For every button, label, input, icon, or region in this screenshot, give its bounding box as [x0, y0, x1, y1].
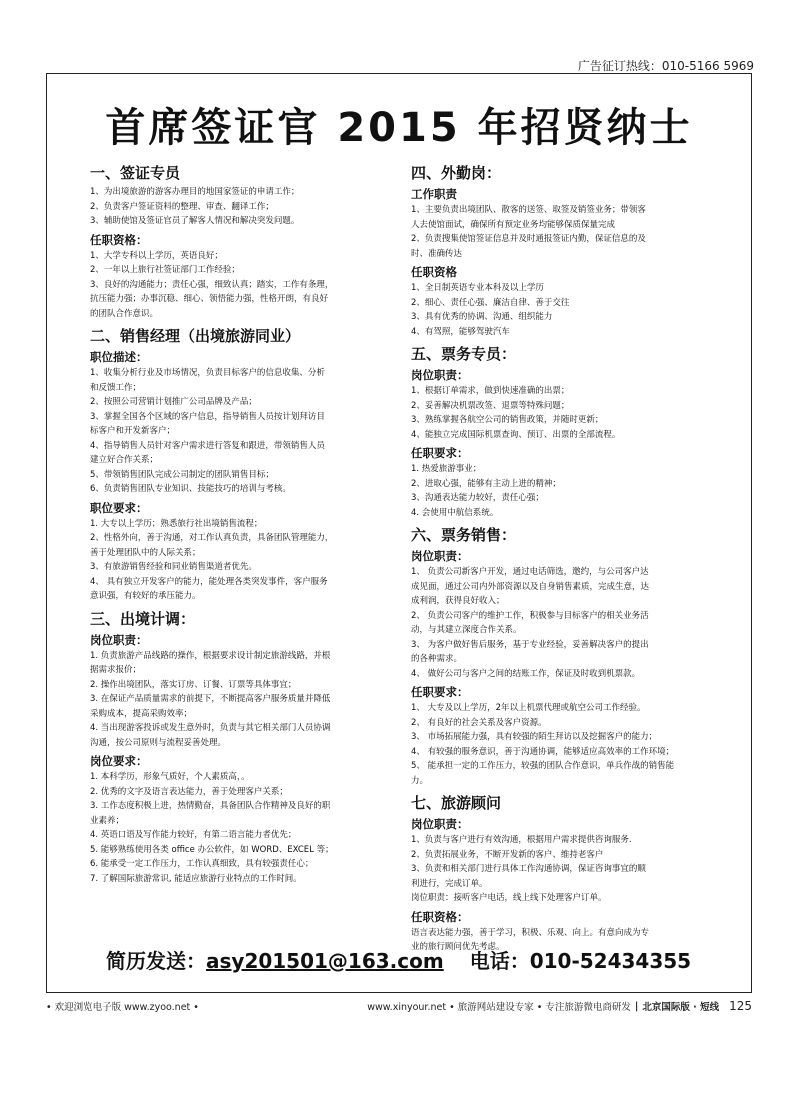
text-line: 3、 市场拓展能力强，具有较强的陌生拜访以及挖掘客户的能力； — [411, 732, 658, 742]
text-line: 岗位职责：接听客户电话，线上线下处理客户订单。 — [411, 893, 607, 903]
text-line: 2、负责客户签证资料的整理、审查、翻译工作； — [90, 201, 274, 212]
text-line: 标客户和开发新客户； — [90, 426, 176, 436]
text-line: 意识强，有较好的承压能力。 — [90, 591, 201, 601]
subsection-heading: 岗位要求： — [90, 754, 148, 768]
text-line: 1. 本科学历，形象气质好，个人素质高，。 — [90, 772, 250, 782]
footer-right — [367, 999, 752, 1013]
text-line: 据需求报价； — [90, 665, 142, 675]
text-line: 2. 操作出境团队，落实订房、订餐、订票等具体事宜； — [90, 679, 297, 690]
text-line: 采购成本，提高采购效率； — [90, 708, 193, 719]
text-line: 成利润，获得良好收入； — [411, 596, 505, 606]
text-line: 3、熟练掌握各航空公司的销售政策，并随时更新； — [411, 415, 604, 425]
text-line: 建立好合作关系； — [90, 455, 159, 465]
text-line: 2、按照公司营销计划推广公司品牌及产品； — [90, 397, 257, 407]
text-line: 1、主要负责出境团队、散客的送签、取签及销签业务；带领客 — [411, 205, 646, 215]
right-column — [411, 158, 711, 955]
page-footer — [46, 999, 752, 1013]
contact-line — [106, 945, 706, 974]
section-heading: 七、旅游顾问 — [411, 794, 502, 812]
section-heading: 一、签证专员 — [90, 164, 181, 182]
text-line: 4、有驾照，能够驾驶汽车 — [411, 326, 510, 337]
subsection-heading: 职位描述： — [90, 350, 148, 364]
text-line: 3、具有优秀的协调、沟通、组织能力 — [411, 312, 553, 322]
subsection-heading: 任职资格： — [411, 909, 469, 924]
text-line: 4、能独立完成国际机票查询、预订、出票的全部流程。 — [411, 429, 621, 440]
text-line: 1、全日制英语专业本科及以上学历 — [411, 283, 544, 293]
text-line: 2、负责拓展业务，不断开发新的客户、维持老客户 — [411, 849, 604, 860]
text-line: 4. 会使用中航信系统。 — [411, 507, 499, 518]
footer-separator: | — [634, 1000, 639, 1012]
footer-left[interactable]: • 欢迎浏览电子版 www.zyoo.net • — [46, 1002, 199, 1013]
section-heading: 二、销售经理（出境旅游同业） — [90, 327, 301, 345]
text-line: 2、一年以上旅行社签证部门工作经验； — [90, 265, 240, 275]
text-line: 业的旅行顾问优先考虑。 — [411, 942, 505, 952]
text-line: 1、负责与客户进行有效沟通，根据用户需求提供咨询服务. — [411, 835, 632, 845]
text-line: 2、妥善解决机票改签、退票等特殊问题； — [411, 400, 570, 411]
text-line: 2、负责搜集使馆签证信息并及时通报签证内勤，保证信息的及 — [411, 234, 646, 244]
text-line: 4、指导销售人员针对客户需求进行答复和跟进，带领销售人员 — [90, 440, 325, 451]
text-line: 1、为出境旅游的游客办理目的地国家签证的申请工作； — [90, 187, 300, 197]
text-line: 4、 做好公司与客户之间的结账工作，保证及时收到机票款。 — [411, 668, 641, 679]
footer-section: 北京国际版 · 短线 — [642, 1002, 720, 1013]
text-line: 3. 在保证产品质量需求的前提下，不断提高客户服务质量并降低 — [90, 694, 331, 704]
text-line: 2、进取心强，能够有主动上进的精神； — [411, 478, 561, 489]
footer-middle[interactable]: www.xinyour.net • 旅游网站建设专家 • 专注旅游微电商研发 — [367, 1002, 631, 1013]
phone-label: 电话： — [469, 949, 530, 973]
text-line: 2. 优秀的文字及语言表达能力，善于处理客户关系； — [90, 786, 288, 797]
text-line: 的团队合作意识。 — [90, 308, 159, 319]
text-line: 2、 负责公司客户的维护工作，积极参与目标客户的相关业务活 — [411, 610, 649, 621]
left-column — [90, 158, 395, 886]
text-line: 3、掌握全国各个区域的客户信息，指导销售人员按计划拜访目 — [90, 411, 325, 422]
text-line: 成见面，通过公司内外部资源以及自身销售素质，完成生意，达 — [411, 581, 650, 592]
text-line: 的各种需求。 — [411, 654, 463, 664]
text-line: 抗压能力强；办事沉稳、细心、领悟能力强，性格开朗，有良好 — [90, 294, 329, 304]
text-line: 人去使馆面试，确保所有预定业务均能够保质保量完成 — [411, 219, 616, 230]
subsection-heading: 任职要求： — [411, 446, 469, 460]
text-line: 沟通，按公司原则与流程妥善处理。 — [90, 737, 227, 748]
subsection-heading: 岗位职责： — [411, 368, 469, 382]
email-link[interactable]: asy201501@163.com — [206, 949, 444, 973]
text-line: 1. 热爱旅游事业； — [411, 464, 482, 474]
text-line: 3、辅助使馆及签证官员了解客人情况和解决突发问题。 — [90, 216, 300, 226]
text-line: 2、性格外向，善于沟通，对工作认真负责，具备团队管理能力， — [90, 533, 334, 543]
text-line: 5. 能够熟练使用各类 office 办公软件，如 WORD、EXCEL 等； — [90, 844, 334, 855]
text-line: 3、负责和相关部门进行具体工作沟通协调，保证咨询事宜的顺 — [411, 864, 646, 874]
text-line: 7. 了解国际旅游常识, 能适应旅游行业特点的工作时间。 — [90, 873, 302, 884]
text-line: 1. 大专以上学历；熟悉旅行社出境销售流程； — [90, 518, 263, 529]
text-line: 4、 具有独立开发客户的能力，能处理各类突发事件，客户服务 — [90, 576, 328, 587]
subsection-heading: 任职资格： — [90, 232, 148, 247]
text-line: 3、沟通表达能力较好，责任心强； — [411, 493, 544, 503]
ad-hotline: 广告征订热线：010-5166 5969 — [577, 59, 754, 73]
subsection-heading: 岗位职责： — [90, 632, 148, 647]
subsection-heading: 任职要求： — [411, 685, 469, 699]
text-line: 6、负责销售团队专业知识、技能技巧的培训与考核。 — [90, 484, 291, 494]
page-title: 首席签证官 2015 年招贤纳士 — [105, 105, 693, 151]
subsection-heading: 岗位职责： — [411, 817, 469, 831]
text-line: 1、 大专及以上学历，2年以上机票代理或航空公司工作经验。 — [411, 703, 646, 713]
section-heading: 五、票务专员： — [411, 345, 517, 363]
text-line: 时、准确传达 — [411, 248, 463, 259]
phone-number: 010-52434355 — [529, 949, 692, 973]
text-line: 1、大学专科以上学历，英语良好； — [90, 250, 223, 261]
subsection-heading: 工作职责 — [411, 187, 457, 201]
text-line: 3、良好的沟通能力；责任心强，细致认真；踏实，工作有条理， — [90, 279, 334, 290]
resume-label: 简历发送： — [106, 949, 206, 973]
text-line: 1、根据订单需求，做到快速准确的出票； — [411, 386, 570, 396]
text-line: 2、 有良好的社会关系及客户资源。 — [411, 717, 547, 728]
text-line: 动，与其建立深度合作关系。 — [411, 625, 522, 635]
text-line: 3、 为客户做好售后服务，基于专业经验，妥善解决客户的提出 — [411, 639, 649, 650]
text-line: 1. 负责旅游产品线路的操作，根据要求设计制定旅游线路，并根 — [90, 650, 331, 661]
text-line: 力。 — [411, 775, 429, 786]
text-line: 语言表达能力强，善于学习，积极、乐观、向上。有意向成为专 — [411, 927, 650, 938]
section-heading: 三、出境计调： — [90, 609, 196, 628]
text-line: 4. 当出现游客投诉或发生意外时，负责与其它相关部门人员协调 — [90, 723, 331, 733]
text-line: 1、 负责公司新客户开发，通过电话筛选，邀约，与公司客户达 — [411, 567, 649, 577]
subsection-heading: 岗位职责： — [411, 549, 469, 563]
text-line: 业素养； — [90, 815, 125, 826]
section-heading: 六、票务销售： — [411, 526, 517, 544]
text-line: 6. 能承受一定工作压力，工作认真细致，具有较强责任心； — [90, 859, 314, 869]
subsection-heading: 职位要求： — [90, 500, 148, 515]
subsection-heading: 任职资格 — [411, 265, 457, 279]
text-line: 3、有旅游销售经验和同业销售渠道者优先。 — [90, 562, 257, 572]
text-line: 5、带领销售团队完成公司制定的团队销售目标； — [90, 469, 274, 480]
text-line: 善于处理团队中的人际关系； — [90, 547, 201, 558]
text-line: 和反馈工作； — [90, 382, 142, 393]
text-line: 5、 能承担一定的工作压力，较强的团队合作意识，单兵作战的销售能 — [411, 761, 675, 771]
text-line: 4. 英语口语及写作能力较好，有第二语言能力者优先； — [90, 830, 297, 840]
text-line: 3. 工作态度积极上进，热情勤奋，具备团队合作精神及良好的职 — [90, 801, 331, 811]
text-line: 1、收集分析行业及市场情况，负责目标客户的信息收集、分析 — [90, 368, 325, 378]
text-line: 2、细心、责任心强、廉洁自律、善于交往 — [411, 297, 570, 308]
text-line: 4、 有较强的服务意识，善于沟通协调，能够适应高效率的工作环境； — [411, 746, 675, 757]
section-heading: 四、外勤岗： — [411, 164, 502, 182]
text-line: 利进行，完成订单。 — [411, 878, 488, 889]
page-number: 125 — [729, 999, 752, 1013]
